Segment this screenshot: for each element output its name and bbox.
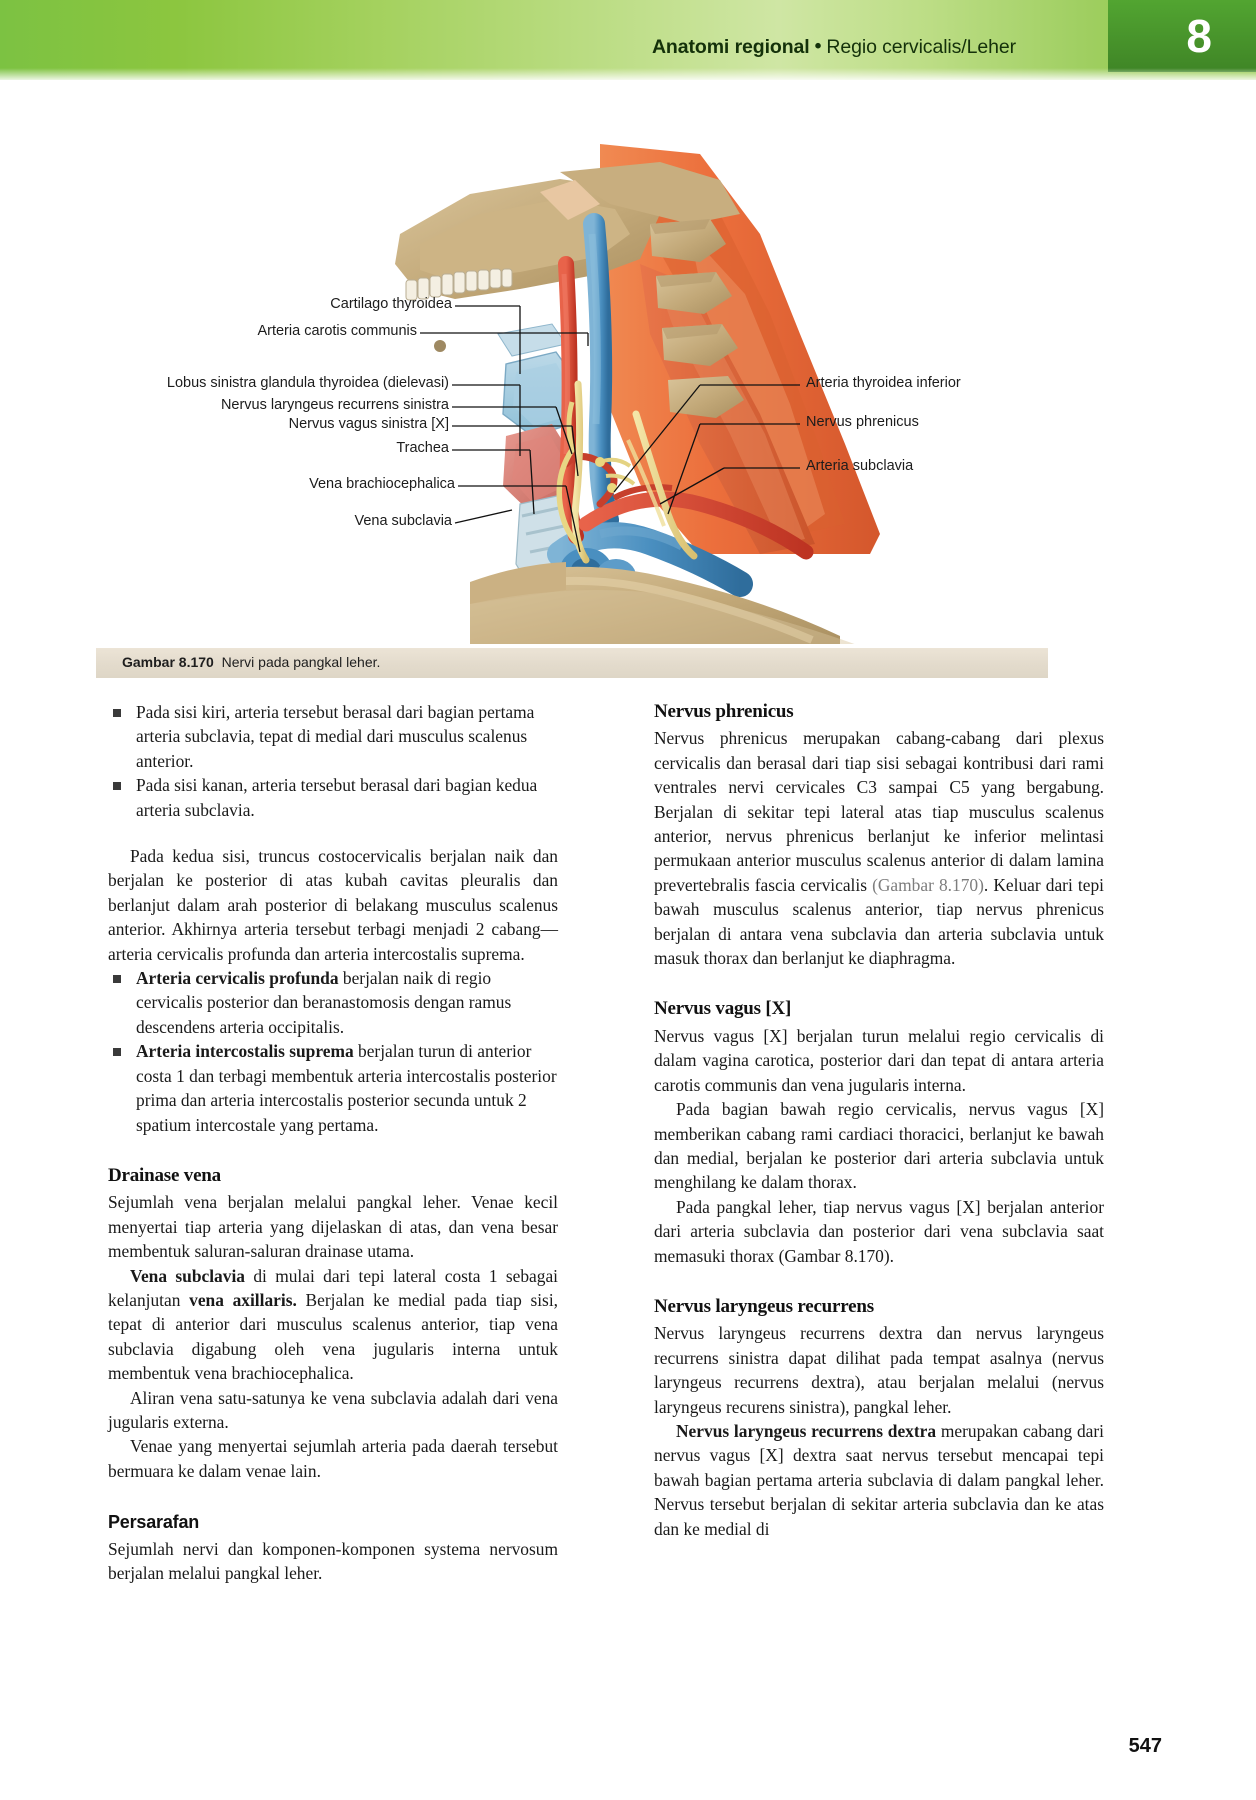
neck-anatomy-illustration bbox=[0, 84, 1256, 644]
hyoid-region bbox=[498, 324, 566, 356]
label-nervus-phrenicus: Nervus phrenicus bbox=[806, 414, 919, 430]
figure-caption bbox=[122, 654, 380, 670]
running-head bbox=[652, 36, 1016, 59]
heading-nervus-vagus: Nervus vagus [X] bbox=[654, 998, 792, 1020]
label-arteria-carotis-communis: Arteria carotis communis bbox=[257, 323, 417, 339]
list-item: Pada sisi kiri, arteria tersebut berasal dari bagian pertama arteria subclavia, tepat di medial dari musculus scalenus anterior. bbox=[108, 700, 558, 773]
figure-caption-text: Nervi pada pangkal leher. bbox=[221, 654, 381, 670]
figure-caption-bar bbox=[96, 648, 1048, 678]
paragraph-phrenicus-1a: Nervus phrenicus merupakan cabang-cabang dari plexus cervicalis dan berasal dari tiap sisi sebagai kontribusi dari rami ventrales nervi cervicales C3 sampai C5 yang bergabung. Berjalan di sekitar tepi lateral atas tiap musculus scalenus anterior, nervus phrenicus berlanjut ke inferior melintasi permukaan anterior musculus scalenus anterior di dalam lamina prevertebralis fascia cervicalis bbox=[654, 728, 1104, 895]
paragraph-drainase-3: Aliran vena satu-satunya ke vena subclavia adalah dari vena jugularis externa. bbox=[108, 1387, 558, 1432]
paragraph-drainase-4: Venae yang menyertai sejumlah arteria pada daerah tersebut bermuara ke dalam venae lain. bbox=[108, 1436, 558, 1481]
running-head-bold: Anatomi regional bbox=[651, 36, 810, 58]
bullet-list-arteria-branches bbox=[108, 966, 558, 1137]
list-item bbox=[108, 966, 558, 1039]
paragraph-truncus-costocervicalis: Pada kedua sisi, truncus costocervicalis berjalan naik dan berjalan ke posterior di atas kubah cavitas pleuralis dan berlanjut dalam arah posterior di belakang musculus scalenus anterior. Akhirnya arteria tersebut terbagi menjadi 2 cabang—arteria cervicalis profunda dan arteria intercostalis suprema. bbox=[108, 846, 558, 964]
paragraph-vagus-1: Nervus vagus [X] berjalan turun melalui regio cervicalis di dalam vagina carotica, posterior dari dan tepat di antara arteria carotis communis dan vena jugularis interna. bbox=[654, 1025, 1104, 1095]
heading-drainase-vena: Drainase vena bbox=[108, 1164, 221, 1186]
figure-caption-label: Gambar 8.170 bbox=[122, 654, 214, 670]
paragraph-laryngeus-2-rest: merupakan cabang dari nervus vagus [X] dextra saat nervus tersebut mencapai tepi bawah bagian pertama arteria subclavia di dalam pangkal leher. Nervus tersebut berjalan di sekitar arteria subclavia dan ke atas dan ke medial di bbox=[654, 1420, 1104, 1539]
term-vena-subclavia: Vena subclavia bbox=[130, 1265, 245, 1286]
chapter-tab bbox=[1108, 0, 1256, 72]
list-item-text: berjalan naik di regio cervicalis posterior dan beranastomosis dengan ramus descendens arteria occipitalis. bbox=[136, 968, 512, 1037]
right-column bbox=[654, 700, 1104, 1541]
cross-reference-gambar: (Gambar 8.170) bbox=[872, 874, 984, 895]
chapter-number: 8 bbox=[1186, 10, 1212, 62]
paragraph-phrenicus-1b: . Keluar dari tepi bawah musculus scalenus anterior, tiap nervus phrenicus berjalan di antara vena subclavia dan arteria subclavia untuk masuk thorax dan berlanjut ke diaphragma. bbox=[654, 874, 1104, 969]
label-lobus-sinistra-glandula-thyroidea: Lobus sinistra glandula thyroidea (dielevasi) bbox=[166, 375, 449, 391]
heading-nervus-laryngeus-recurrens: Nervus laryngeus recurrens bbox=[654, 1295, 874, 1317]
term-arteria-intercostalis-suprema: Arteria intercostalis suprema bbox=[136, 1041, 354, 1062]
list-item: Pada sisi kanan, arteria tersebut berasal dari bagian kedua arteria subclavia. bbox=[108, 773, 558, 822]
label-nervus-vagus-sinistra: Nervus vagus sinistra [X] bbox=[288, 416, 449, 432]
page-number: 547 bbox=[1128, 1735, 1162, 1757]
term-nervus-laryngeus-recurrens-dextra: Nervus laryngeus recurrens dextra bbox=[676, 1420, 937, 1441]
label-cartilago-thyroidea: Cartilago thyroidea bbox=[330, 296, 452, 312]
running-head-region: Regio cervicalis/Leher bbox=[826, 36, 1016, 58]
paragraph-persarafan-1: Sejumlah nervi dan komponen-komponen systema nervosum berjalan melalui pangkal leher. bbox=[108, 1538, 558, 1583]
list-item bbox=[108, 1039, 558, 1137]
label-arteria-thyroidea-inferior: Arteria thyroidea inferior bbox=[806, 375, 961, 391]
left-column bbox=[108, 700, 558, 1585]
label-trachea: Trachea bbox=[396, 440, 449, 456]
list-item-text: berjalan turun di anterior costa 1 dan terbagi membentuk arteria intercostalis posterior prima dan arteria intercostalis posterior secunda untuk 2 spatium intercostale yang pertama. bbox=[136, 1041, 557, 1135]
paragraph-drainase-2-mid: di mulai dari tepi lateral costa 1 sebagai kelanjutan bbox=[108, 1265, 559, 1310]
page-header-band bbox=[0, 0, 1256, 80]
paragraph-drainase-2 bbox=[108, 1264, 558, 1386]
heading-nervus-phrenicus: Nervus phrenicus bbox=[654, 701, 794, 722]
paragraph-drainase-1: Sejumlah vena berjalan melalui pangkal leher. Venae kecil menyertai tiap arteria yang dijelaskan di atas, dan vena besar membentuk saluran-saluran drainase utama. bbox=[108, 1192, 558, 1262]
heading-persarafan: Persarafan bbox=[108, 1512, 200, 1533]
cut-edge bbox=[470, 590, 860, 644]
bullet-list-arteria-origin bbox=[108, 700, 558, 822]
paragraph-phrenicus-1 bbox=[654, 726, 1104, 970]
paragraph-drainase-2-end: Berjalan ke medial pada tiap sisi, tepat di anterior dari musculus scalenus anterior, tiap vena subclavia digabung oleh vena jugularis interna untuk membentuk vena brachiocephalica. bbox=[108, 1289, 559, 1384]
term-arteria-cervicalis-profunda: Arteria cervicalis profunda bbox=[136, 968, 339, 989]
label-vena-brachiocephalica: Vena brachiocephalica bbox=[309, 476, 455, 492]
running-head-separator: • bbox=[814, 35, 822, 57]
paragraph-laryngeus-2 bbox=[654, 1419, 1104, 1541]
label-vena-subclavia: Vena subclavia bbox=[354, 513, 452, 529]
paragraph-vagus-3: Pada pangkal leher, tiap nervus vagus [X] berjalan anterior dari arteria subclavia dan posterior dari vena subclavia saat memasuki thorax (Gambar 8.170). bbox=[654, 1196, 1104, 1266]
term-vena-axillaris: vena axillaris. bbox=[189, 1289, 297, 1310]
paragraph-laryngeus-1: Nervus laryngeus recurrens dextra dan nervus laryngeus recurrens sinistra dapat dilihat pada tempat asalnya (nervus laryngeus recurrens dextra), atau berjalan melalui (nervus laryngeus recurens sinistra), pangkal leher. bbox=[654, 1323, 1104, 1417]
label-nervus-laryngeus-recurrens-sinistra: Nervus laryngeus recurrens sinistra bbox=[220, 397, 449, 413]
label-arteria-subclavia: Arteria subclavia bbox=[806, 458, 914, 474]
figure-8-170 bbox=[0, 84, 1256, 644]
paragraph-vagus-2: Pada bagian bawah regio cervicalis, nervus vagus [X] memberikan cabang rami cardiaci thoracici, berlanjut ke bawah dan medial, berjalan ke posterior dari arteria subclavia untuk menghilang ke dalam thorax. bbox=[654, 1099, 1104, 1193]
